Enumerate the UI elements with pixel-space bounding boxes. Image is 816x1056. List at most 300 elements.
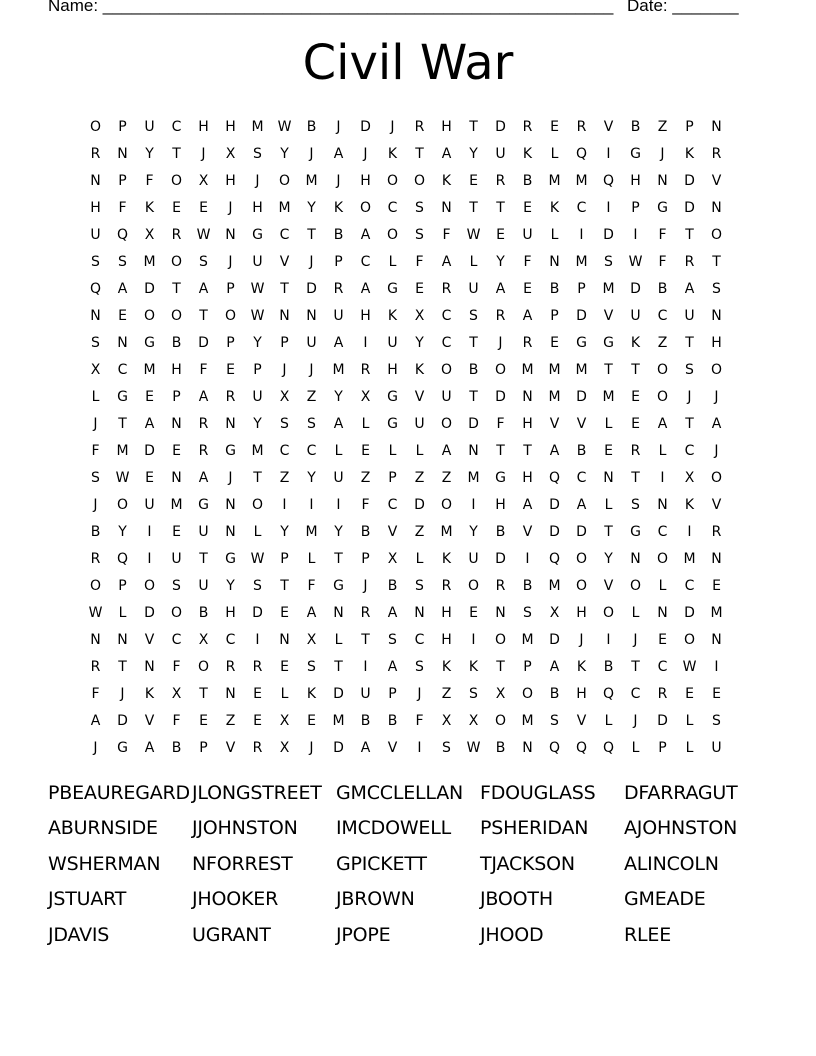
grid-letter: E bbox=[253, 712, 262, 729]
grid-letter: X bbox=[684, 469, 695, 486]
grid-letter: D bbox=[630, 280, 641, 297]
grid-letter: Y bbox=[226, 577, 235, 594]
grid-letter: M bbox=[251, 442, 264, 459]
grid-letter: E bbox=[145, 388, 154, 405]
grid-letter: N bbox=[306, 307, 317, 324]
word-bank-item: UGRANT bbox=[192, 923, 271, 946]
grid-letter: S bbox=[415, 577, 424, 594]
grid-letter: O bbox=[656, 550, 669, 567]
grid-letter: S bbox=[442, 739, 451, 756]
grid-letter: J bbox=[714, 388, 719, 405]
grid-letter: H bbox=[630, 172, 641, 189]
grid-letter: A bbox=[306, 604, 317, 621]
grid-letter: C bbox=[657, 658, 668, 675]
grid-letter: L bbox=[631, 604, 640, 621]
grid-letter: V bbox=[549, 415, 560, 432]
grid-letter: F bbox=[91, 442, 100, 459]
grid-letter: E bbox=[199, 199, 208, 216]
grid-letter: O bbox=[170, 604, 183, 621]
grid-letter: Y bbox=[118, 523, 127, 540]
grid-letter: I bbox=[606, 145, 611, 162]
grid-letter: P bbox=[577, 280, 586, 297]
grid-letter: Z bbox=[657, 334, 668, 351]
grid-letter: B bbox=[549, 685, 560, 702]
grid-letter: B bbox=[171, 334, 182, 351]
grid-letter: K bbox=[306, 685, 317, 702]
grid-letter: L bbox=[550, 145, 559, 162]
grid-letter: L bbox=[604, 496, 613, 513]
grid-letter: N bbox=[522, 388, 533, 405]
word-bank-item: WSHERMAN bbox=[48, 852, 161, 875]
grid-letter: S bbox=[91, 469, 100, 486]
grid-letter: S bbox=[280, 415, 289, 432]
grid-letter: H bbox=[225, 172, 236, 189]
grid-letter: F bbox=[91, 685, 100, 702]
grid-letter: S bbox=[469, 685, 478, 702]
grid-letter: X bbox=[279, 712, 290, 729]
grid-letter: X bbox=[549, 604, 560, 621]
grid-letter: O bbox=[386, 172, 399, 189]
grid-letter: T bbox=[172, 280, 181, 297]
grid-letter: T bbox=[523, 442, 532, 459]
grid-letter: J bbox=[201, 145, 206, 162]
grid-letter: N bbox=[441, 199, 452, 216]
grid-letter: X bbox=[225, 145, 236, 162]
grid-letter: R bbox=[198, 442, 209, 459]
word-bank-item: RLEE bbox=[624, 923, 671, 946]
grid-letter: J bbox=[579, 631, 584, 648]
grid-letter: Y bbox=[253, 334, 262, 351]
grid-letter: W bbox=[250, 307, 265, 324]
grid-letter: O bbox=[710, 361, 723, 378]
grid-letter: N bbox=[90, 631, 101, 648]
grid-letter: S bbox=[415, 199, 424, 216]
grid-letter: D bbox=[252, 604, 263, 621]
grid-letter: F bbox=[658, 226, 667, 243]
grid-letter: I bbox=[363, 658, 368, 675]
grid-letter: O bbox=[170, 307, 183, 324]
grid-letter: Z bbox=[279, 469, 290, 486]
grid-letter: O bbox=[710, 469, 723, 486]
grid-letter: E bbox=[172, 199, 181, 216]
grid-letter: H bbox=[522, 469, 533, 486]
grid-letter: X bbox=[441, 712, 452, 729]
grid-letter: U bbox=[684, 307, 695, 324]
grid-letter: O bbox=[170, 253, 183, 270]
grid-letter: F bbox=[307, 577, 316, 594]
grid-letter: E bbox=[469, 172, 478, 189]
grid-letter: X bbox=[144, 226, 155, 243]
grid-letter: C bbox=[306, 442, 317, 459]
grid-letter: K bbox=[684, 496, 695, 513]
grid-letter: N bbox=[225, 523, 236, 540]
grid-letter: F bbox=[199, 361, 208, 378]
grid-letter: V bbox=[603, 307, 614, 324]
grid-letter: J bbox=[363, 145, 368, 162]
grid-letter: P bbox=[631, 199, 640, 216]
grid-letter: N bbox=[657, 496, 668, 513]
grid-letter: W bbox=[277, 118, 292, 135]
grid-letter: W bbox=[196, 226, 211, 243]
grid-letter: H bbox=[225, 604, 236, 621]
grid-letter: V bbox=[522, 523, 533, 540]
grid-letter: U bbox=[171, 550, 182, 567]
grid-letter: H bbox=[441, 118, 452, 135]
grid-letter: R bbox=[522, 334, 533, 351]
grid-letter: T bbox=[361, 631, 370, 648]
grid-letter: K bbox=[576, 658, 587, 675]
grid-letter: M bbox=[521, 361, 534, 378]
grid-letter: J bbox=[687, 388, 692, 405]
grid-letter: R bbox=[711, 523, 722, 540]
grid-letter: B bbox=[90, 523, 101, 540]
grid-letter: U bbox=[306, 334, 317, 351]
grid-letter: N bbox=[414, 604, 425, 621]
grid-letter: A bbox=[360, 280, 371, 297]
grid-letter: E bbox=[658, 631, 667, 648]
grid-letter: B bbox=[333, 226, 344, 243]
word-bank-item: GMEADE bbox=[624, 888, 706, 911]
grid-letter: D bbox=[144, 442, 155, 459]
grid-letter: U bbox=[90, 226, 101, 243]
grid-letter: D bbox=[117, 712, 128, 729]
grid-letter: U bbox=[144, 496, 155, 513]
grid-letter: N bbox=[117, 334, 128, 351]
grid-letter: I bbox=[579, 226, 584, 243]
grid-letter: J bbox=[93, 496, 98, 513]
grid-letter: M bbox=[332, 712, 345, 729]
grid-letter: H bbox=[576, 604, 587, 621]
grid-letter: E bbox=[415, 280, 424, 297]
grid-letter: K bbox=[387, 307, 398, 324]
grid-letter: K bbox=[441, 172, 452, 189]
grid-letter: G bbox=[117, 739, 128, 756]
grid-letter: U bbox=[333, 307, 344, 324]
grid-letter: S bbox=[199, 253, 208, 270]
grid-letter: L bbox=[334, 631, 343, 648]
grid-letter: D bbox=[684, 604, 695, 621]
grid-letter: D bbox=[684, 199, 695, 216]
grid-letter: N bbox=[279, 631, 290, 648]
grid-letter: Q bbox=[548, 739, 561, 756]
grid-letter: C bbox=[684, 577, 695, 594]
grid-letter: M bbox=[305, 172, 318, 189]
grid-letter: X bbox=[468, 712, 479, 729]
grid-letter: W bbox=[628, 253, 643, 270]
grid-letter: I bbox=[633, 226, 638, 243]
word-bank-item: IMCDOWELL bbox=[336, 817, 452, 840]
grid-letter: T bbox=[280, 280, 289, 297]
grid-letter: B bbox=[495, 523, 506, 540]
grid-letter: T bbox=[118, 415, 127, 432]
grid-letter: D bbox=[576, 523, 587, 540]
grid-letter: P bbox=[199, 739, 208, 756]
grid-letter: M bbox=[575, 253, 588, 270]
grid-letter: M bbox=[548, 172, 561, 189]
grid-letter: E bbox=[496, 226, 505, 243]
grid-letter: N bbox=[117, 631, 128, 648]
grid-letter: A bbox=[360, 739, 371, 756]
grid-letter: I bbox=[147, 523, 152, 540]
grid-letter: U bbox=[468, 280, 479, 297]
grid-letter: R bbox=[684, 253, 695, 270]
grid-letter: N bbox=[657, 604, 668, 621]
grid-letter: R bbox=[252, 739, 263, 756]
grid-letter: E bbox=[253, 685, 262, 702]
grid-letter: M bbox=[575, 361, 588, 378]
grid-letter: S bbox=[712, 712, 721, 729]
grid-letter: P bbox=[388, 685, 397, 702]
word-bank-item: GPICKETT bbox=[336, 852, 427, 875]
grid-letter: J bbox=[498, 334, 503, 351]
grid-letter: X bbox=[198, 172, 209, 189]
grid-letter: Q bbox=[548, 469, 561, 486]
grid-letter: D bbox=[657, 712, 668, 729]
grid-letter: H bbox=[198, 118, 209, 135]
grid-letter: E bbox=[280, 658, 289, 675]
grid-letter: A bbox=[441, 253, 452, 270]
grid-letter: B bbox=[522, 172, 533, 189]
grid-letter: T bbox=[253, 469, 262, 486]
grid-letter: N bbox=[711, 307, 722, 324]
grid-letter: L bbox=[388, 253, 397, 270]
grid-letter: N bbox=[225, 415, 236, 432]
grid-letter: D bbox=[333, 685, 344, 702]
grid-letter: A bbox=[198, 280, 209, 297]
grid-letter: V bbox=[414, 388, 425, 405]
grid-letter: X bbox=[279, 388, 290, 405]
grid-letter: E bbox=[631, 415, 640, 432]
grid-letter: J bbox=[363, 577, 368, 594]
grid-letter: O bbox=[575, 550, 588, 567]
grid-letter: M bbox=[143, 361, 156, 378]
grid-letter: A bbox=[549, 442, 560, 459]
grid-letter: H bbox=[441, 631, 452, 648]
grid-letter: R bbox=[90, 550, 101, 567]
grid-letter: O bbox=[494, 631, 507, 648]
grid-letter: M bbox=[710, 604, 723, 621]
grid-letter: M bbox=[548, 577, 561, 594]
grid-letter: V bbox=[576, 415, 587, 432]
word-bank-item: JBOOTH bbox=[480, 888, 553, 911]
grid-letter: R bbox=[171, 226, 182, 243]
grid-letter: T bbox=[469, 334, 478, 351]
grid-letter: G bbox=[387, 388, 398, 405]
grid-letter: E bbox=[685, 685, 694, 702]
grid-letter: E bbox=[523, 280, 532, 297]
grid-letter: U bbox=[252, 253, 263, 270]
grid-letter: M bbox=[143, 253, 156, 270]
grid-letter: L bbox=[658, 577, 667, 594]
grid-letter: S bbox=[712, 280, 721, 297]
grid-letter: R bbox=[522, 118, 533, 135]
grid-letter: G bbox=[144, 334, 155, 351]
grid-letter: M bbox=[440, 523, 453, 540]
grid-letter: M bbox=[170, 496, 183, 513]
grid-letter: G bbox=[333, 577, 344, 594]
grid-letter: M bbox=[521, 712, 534, 729]
grid-letter: F bbox=[523, 253, 532, 270]
grid-letter: R bbox=[495, 307, 506, 324]
grid-letter: R bbox=[441, 280, 452, 297]
grid-letter: A bbox=[441, 442, 452, 459]
grid-letter: Q bbox=[575, 739, 588, 756]
grid-letter: O bbox=[143, 577, 156, 594]
grid-letter: P bbox=[685, 118, 694, 135]
grid-letter: J bbox=[228, 469, 233, 486]
grid-letter: C bbox=[387, 199, 398, 216]
grid-letter: M bbox=[575, 172, 588, 189]
grid-letter: E bbox=[469, 604, 478, 621]
grid-letter: I bbox=[471, 496, 476, 513]
grid-letter: T bbox=[469, 199, 478, 216]
grid-letter: P bbox=[550, 307, 559, 324]
grid-letter: H bbox=[711, 334, 722, 351]
grid-letter: F bbox=[361, 496, 370, 513]
grid-letter: H bbox=[360, 172, 371, 189]
grid-letter: Z bbox=[306, 388, 317, 405]
grid-letter: Z bbox=[441, 685, 452, 702]
grid-letter: G bbox=[576, 334, 587, 351]
grid-letter: M bbox=[521, 631, 534, 648]
grid-letter: A bbox=[333, 415, 344, 432]
grid-letter: T bbox=[496, 442, 505, 459]
grid-letter: T bbox=[415, 145, 424, 162]
grid-letter: L bbox=[334, 442, 343, 459]
grid-letter: C bbox=[225, 631, 236, 648]
grid-letter: O bbox=[224, 307, 237, 324]
grid-letter: T bbox=[199, 550, 208, 567]
grid-letter: S bbox=[685, 361, 694, 378]
grid-letter: S bbox=[91, 253, 100, 270]
grid-letter: S bbox=[118, 253, 127, 270]
grid-letter: Q bbox=[575, 145, 588, 162]
grid-letter: P bbox=[658, 739, 667, 756]
grid-letter: N bbox=[333, 604, 344, 621]
grid-letter: M bbox=[332, 361, 345, 378]
grid-letter: Y bbox=[334, 523, 343, 540]
grid-letter: M bbox=[602, 388, 615, 405]
grid-letter: Y bbox=[415, 334, 424, 351]
grid-letter: F bbox=[658, 253, 667, 270]
grid-letter: Z bbox=[225, 712, 236, 729]
grid-letter: S bbox=[307, 415, 316, 432]
grid-letter: H bbox=[576, 685, 587, 702]
grid-letter: P bbox=[253, 361, 262, 378]
grid-letter: D bbox=[576, 388, 587, 405]
grid-letter: C bbox=[630, 685, 641, 702]
grid-letter: T bbox=[334, 550, 343, 567]
grid-letter: A bbox=[90, 712, 101, 729]
grid-letter: J bbox=[336, 172, 341, 189]
grid-letter: S bbox=[631, 496, 640, 513]
grid-letter: T bbox=[712, 253, 721, 270]
grid-letter: L bbox=[415, 442, 424, 459]
grid-letter: D bbox=[684, 172, 695, 189]
grid-letter: S bbox=[388, 631, 397, 648]
grid-letter: T bbox=[307, 226, 316, 243]
grid-letter: O bbox=[251, 496, 264, 513]
grid-letter: R bbox=[90, 658, 101, 675]
grid-letter: M bbox=[602, 280, 615, 297]
grid-letter: A bbox=[576, 496, 587, 513]
grid-letter: T bbox=[496, 658, 505, 675]
grid-letter: O bbox=[602, 604, 615, 621]
grid-letter: W bbox=[250, 280, 265, 297]
grid-letter: V bbox=[576, 712, 587, 729]
grid-letter: O bbox=[656, 388, 669, 405]
grid-letter: R bbox=[414, 118, 425, 135]
grid-letter: Z bbox=[414, 469, 425, 486]
grid-letter: L bbox=[253, 523, 262, 540]
grid-letter: O bbox=[629, 577, 642, 594]
grid-letter: L bbox=[604, 415, 613, 432]
grid-letter: L bbox=[631, 739, 640, 756]
grid-letter: Y bbox=[253, 415, 262, 432]
grid-letter: E bbox=[604, 442, 613, 459]
grid-letter: L bbox=[685, 712, 694, 729]
grid-letter: T bbox=[334, 658, 343, 675]
grid-letter: Y bbox=[469, 523, 478, 540]
grid-letter: R bbox=[225, 388, 236, 405]
grid-letter: N bbox=[711, 631, 722, 648]
grid-letter: B bbox=[198, 604, 209, 621]
grid-letter: T bbox=[631, 361, 640, 378]
grid-letter: D bbox=[144, 280, 155, 297]
word-bank-item: JPOPE bbox=[336, 923, 391, 946]
grid-letter: U bbox=[198, 523, 209, 540]
grid-letter: F bbox=[496, 415, 505, 432]
grid-letter: M bbox=[548, 388, 561, 405]
word-bank-item: ALINCOLN bbox=[624, 852, 719, 875]
grid-letter: L bbox=[415, 550, 424, 567]
grid-letter: N bbox=[90, 307, 101, 324]
grid-letter: Y bbox=[334, 388, 343, 405]
grid-letter: E bbox=[523, 199, 532, 216]
grid-letter: C bbox=[387, 496, 398, 513]
grid-letter: N bbox=[171, 469, 182, 486]
grid-letter: U bbox=[468, 550, 479, 567]
grid-letter: A bbox=[522, 496, 533, 513]
grid-letter: J bbox=[309, 145, 314, 162]
grid-letter: O bbox=[575, 577, 588, 594]
grid-letter: E bbox=[307, 712, 316, 729]
grid-letter: T bbox=[199, 307, 208, 324]
word-bank-item: JDAVIS bbox=[48, 923, 110, 946]
grid-letter: J bbox=[228, 253, 233, 270]
grid-letter: D bbox=[495, 118, 506, 135]
grid-letter: I bbox=[660, 469, 665, 486]
grid-letter: S bbox=[91, 334, 100, 351]
grid-letter: D bbox=[603, 226, 614, 243]
grid-letter: O bbox=[278, 172, 291, 189]
grid-letter: R bbox=[360, 604, 371, 621]
grid-letter: B bbox=[495, 739, 506, 756]
grid-letter: J bbox=[309, 739, 314, 756]
grid-letter: R bbox=[441, 577, 452, 594]
grid-letter: I bbox=[525, 550, 530, 567]
word-bank-item: JHOOD bbox=[480, 923, 544, 946]
grid-letter: I bbox=[606, 631, 611, 648]
grid-letter: H bbox=[90, 199, 101, 216]
grid-letter: M bbox=[305, 523, 318, 540]
grid-letter: J bbox=[660, 145, 665, 162]
grid-letter: O bbox=[521, 685, 534, 702]
grid-letter: R bbox=[711, 145, 722, 162]
grid-letter: N bbox=[468, 442, 479, 459]
grid-letter: K bbox=[522, 145, 533, 162]
grid-letter: W bbox=[115, 469, 130, 486]
